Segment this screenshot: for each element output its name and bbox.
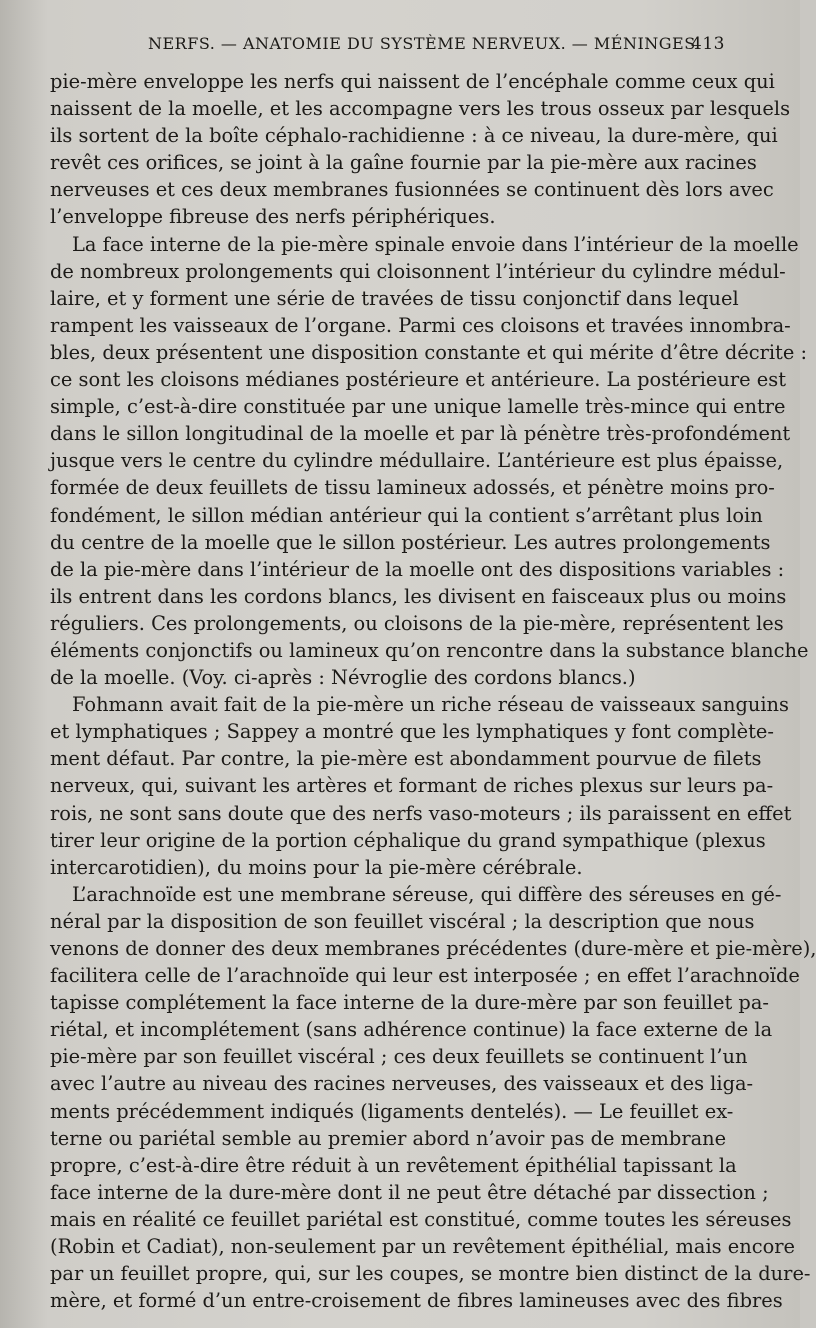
text-line: l’enveloppe fibreuse des nerfs périphériques. <box>50 205 496 229</box>
text-line: (Robin et Cadiat), non-seulement par un revêtement épithélial, mais encore <box>50 1235 796 1259</box>
text-line: propre, c’est-à-dire être réduit à un revêtement épithélial tapissant la <box>50 1153 737 1177</box>
text-line: dans le sillon longitudinal de la moelle et par là pénètre très-profondément <box>50 422 791 446</box>
text-line: rois, ne sont sans doute que des nerfs vaso-moteurs ; ils paraissent en effet <box>50 801 792 825</box>
text-line: nerveux, qui, suivant les artères et formant de riches plexus sur leurs pa- <box>50 774 774 798</box>
text-line: de la moelle. (Voy. ci-après : Névroglie des cordons blancs.) <box>50 666 636 690</box>
text-line: fondément, le sillon médian antérieur qui la contient s’arrêtant plus loin <box>50 503 763 527</box>
text-line: ment défaut. Par contre, la pie-mère est abondamment pourvue de filets <box>50 747 762 771</box>
text-line: ments précédemment indiqués (ligaments dentelés). — Le feuillet ex- <box>50 1099 734 1123</box>
paragraph <box>50 231 809 692</box>
text-line: de nombreux prolongements qui cloisonnent l’intérieur du cylindre médul- <box>50 259 786 283</box>
text-line: ils sortent de la boîte céphalo-rachidienne : à ce niveau, la dure-mère, qui <box>50 124 778 148</box>
page-number: 413 <box>691 34 725 54</box>
text-line: du centre de la moelle que le sillon postérieur. Les autres prolongements <box>50 530 771 554</box>
text-line: réguliers. Ces prolongements, ou cloisons de la pie-mère, représentent les <box>50 611 784 635</box>
text-line: et lymphatiques ; Sappey a montré que les lymphatiques y font complète- <box>50 720 774 744</box>
text-line: ce sont les cloisons médianes postérieure et antérieure. La postérieure est <box>50 368 787 392</box>
text-line: simple, c’est-à-dire constituée par une unique lamelle très-mince qui entre <box>50 395 786 419</box>
text-line: laire, et y forment une série de travées de tissu conjonctif dans lequel <box>50 286 739 310</box>
text-line: ils entrent dans les cordons blancs, les divisent en faisceaux plus ou moins <box>50 584 787 608</box>
text-line: pie-mère par son feuillet viscéral ; ces deux feuillets se continuent l’un <box>50 1045 748 1069</box>
text-line: Fohmann avait fait de la pie-mère un riche réseau de vaisseaux sanguins <box>72 693 789 717</box>
text-line: éléments conjonctifs ou lamineux qu’on rencontre dans la substance blanche <box>50 638 809 662</box>
text-line: formée de deux feuillets de tissu lamineux adossés, et pénètre moins pro- <box>50 476 775 500</box>
running-header <box>50 34 725 60</box>
text-line: terne ou pariétal semble au premier abord n’avoir pas de membrane <box>50 1126 727 1150</box>
text-line: de la pie-mère dans l’intérieur de la moelle ont des dispositions variables : <box>50 557 785 581</box>
text-line: facilitera celle de l’arachnoïde qui leur est interposée ; en effet l’arachnoïde <box>50 964 800 988</box>
text-line: avec l’autre au niveau des racines nerveuses, des vaisseaux et des liga- <box>50 1072 754 1096</box>
text-line: venons de donner des deux membranes précédentes (dure-mère et pie-mère), <box>50 937 816 960</box>
text-line: tapisse complétement la face interne de la dure-mère par son feuillet pa- <box>50 991 769 1015</box>
paragraph <box>50 691 792 881</box>
running-title: NERFS. — ANATOMIE DU SYSTÈME NERVEUX. — MÉNINGES. <box>148 34 701 53</box>
text-line: nerveuses et ces deux membranes fusionnées se continuent dès lors avec <box>50 178 774 202</box>
text-line: bles, deux présentent une disposition constante et qui mérite d’être décrite : <box>50 340 808 364</box>
text-line: mais en réalité ce feuillet pariétal est constitué, comme toutes les séreuses <box>50 1207 792 1231</box>
body-text <box>50 68 816 1314</box>
text-line: intercarotidien), du moins pour la pie-mère cérébrale. <box>50 855 583 879</box>
text-line: L’arachnoïde est une membrane séreuse, qui diffère des séreuses en gé- <box>72 882 782 906</box>
text-line: pie-mère enveloppe les nerfs qui naissent de l’encéphale comme ceux qui <box>50 70 775 93</box>
text-line: riétal, et incomplétement (sans adhérence continue) la face externe de la <box>50 1018 773 1042</box>
text-line: revêt ces orifices, se joint à la gaîne fournie par la pie-mère aux racines <box>50 151 757 175</box>
text-line: rampent les vaisseaux de l’organe. Parmi ces cloisons et travées innombra- <box>50 313 791 337</box>
text-line: face interne de la dure-mère dont il ne peut être détaché par dissection ; <box>50 1180 769 1204</box>
text-line: La face interne de la pie-mère spinale envoie dans l’intérieur de la moelle <box>72 232 799 256</box>
text-line: néral par la disposition de son feuillet viscéral ; la description que nous <box>50 909 755 933</box>
text-line: par un feuillet propre, qui, sur les coupes, se montre bien distinct de la dure- <box>50 1262 811 1286</box>
paragraph <box>50 68 791 231</box>
paragraph <box>50 881 816 1315</box>
text-line: tirer leur origine de la portion céphalique du grand sympathique (plexus <box>50 828 766 852</box>
text-line: naissent de la moelle, et les accompagne vers les trous osseux par lesquels <box>50 97 791 121</box>
text-line: mère, et formé d’un entre-croisement de fibres lamineuses avec des fibres <box>50 1289 783 1313</box>
text-line: jusque vers le centre du cylindre médullaire. L’antérieure est plus épaisse, <box>50 449 784 473</box>
